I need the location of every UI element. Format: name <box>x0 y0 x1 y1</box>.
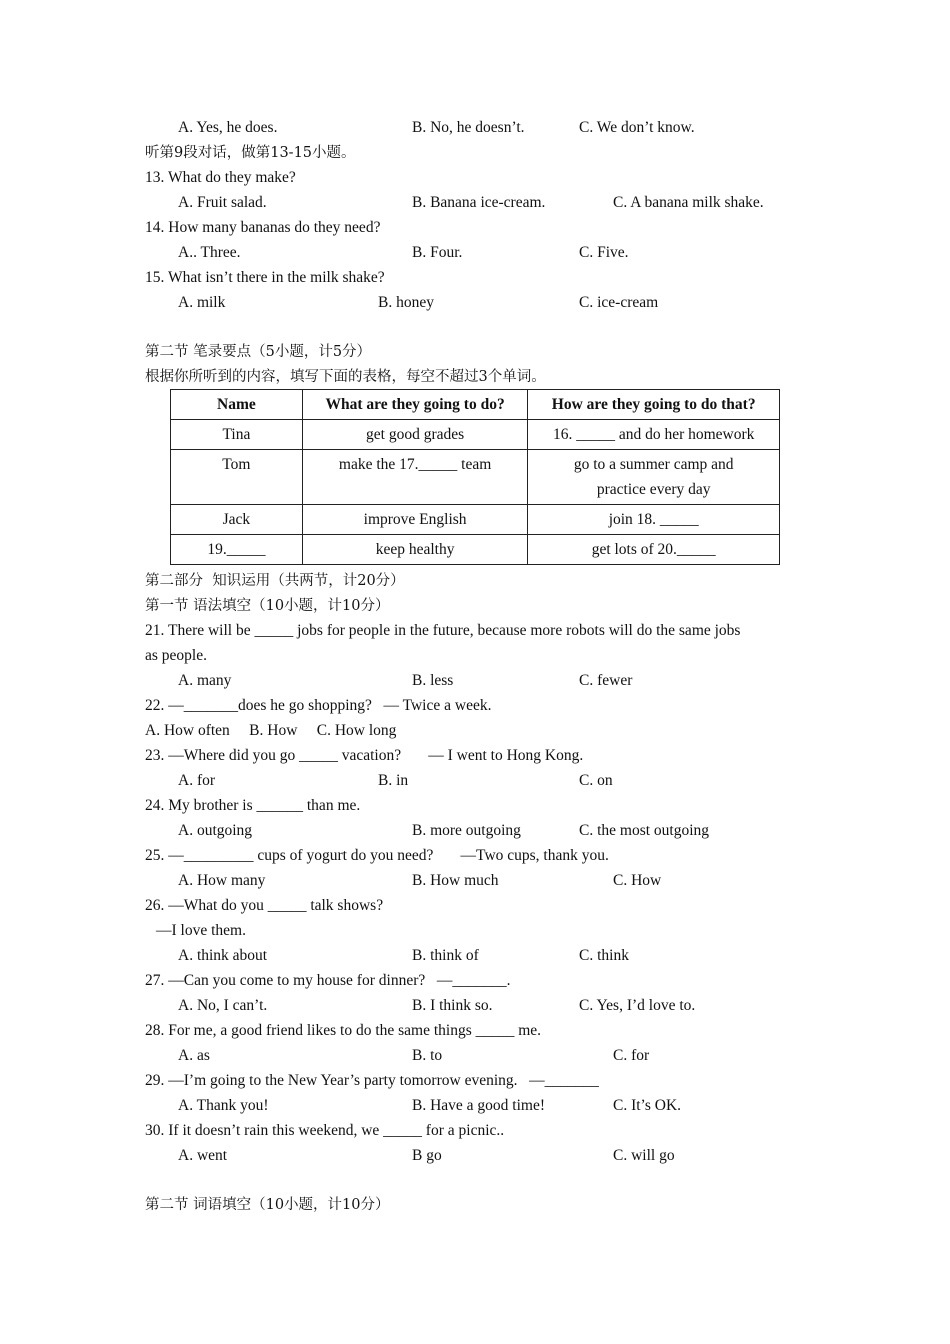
table-cell: 19._____ <box>171 535 303 565</box>
q23-option-b: B. in <box>378 772 409 789</box>
part2-section1-title: 第一节 语法填空（10小题，计10分） <box>145 598 390 614</box>
table-cell: 16. _____ and do her homework <box>528 420 780 450</box>
q30-stem: 30. If it doesn’t rain this weekend, we _____ for a picnic.. <box>145 1122 505 1139</box>
table-cell: go to a summer camp and practice every day <box>528 450 780 505</box>
q29-stem: 29. —I’m going to the New Year’s party tomorrow evening. —_______ <box>145 1072 599 1089</box>
q22-options: A. How often B. How C. How long <box>145 722 397 739</box>
q14-option-b: B. Four. <box>412 244 463 261</box>
table-row <box>171 535 780 565</box>
table-cell: Tina <box>171 420 303 450</box>
q27-stem: 27. —Can you come to my house for dinner? —_______. <box>145 972 511 989</box>
table-header-row <box>171 390 780 420</box>
table-cell: Tom <box>171 450 303 505</box>
q24-option-b: B. more outgoing <box>412 822 521 839</box>
table-header-cell: What are they going to do? <box>302 390 528 420</box>
q25-option-b: B. How much <box>412 872 499 889</box>
q29-option-a: A. Thank you! <box>178 1097 269 1114</box>
q21-option-b: B. less <box>412 672 454 689</box>
table-header-cell: Name <box>171 390 303 420</box>
part2-title: 第二部分 知识运用（共两节，计20分） <box>145 573 405 589</box>
q28-option-b: B. to <box>412 1047 443 1064</box>
table-header-cell: How are they going to do that? <box>528 390 780 420</box>
q27-option-b: B. I think so. <box>412 997 493 1014</box>
section2-instruction: 根据你所听到的内容，填写下面的表格，每空不超过3个单词。 <box>145 369 546 385</box>
q30-option-a: A. went <box>178 1147 228 1164</box>
q21-stem-continued: as people. <box>145 647 207 664</box>
q29-option-c: C. It’s OK. <box>613 1097 682 1114</box>
table-cell: join 18. _____ <box>528 505 780 535</box>
q12-option-c: C. We don’t know. <box>579 119 695 136</box>
notes-table <box>170 389 780 565</box>
q26-reply: —I love them. <box>156 922 246 939</box>
table-row <box>171 450 780 505</box>
q14-option-a: A.. Three. <box>178 244 241 261</box>
q12-option-b: B. No, he doesn’t. <box>412 119 525 136</box>
q28-stem: 28. For me, a good friend likes to do the same things _____ me. <box>145 1022 542 1039</box>
table-row <box>171 420 780 450</box>
q23-option-a: A. for <box>178 772 216 789</box>
q22-stem: 22. —_______does he go shopping? — Twice a week. <box>145 697 492 714</box>
q24-option-a: A. outgoing <box>178 822 253 839</box>
table-row <box>171 505 780 535</box>
q15-option-c: C. ice-cream <box>579 294 659 311</box>
q26-option-b: B. think of <box>412 947 479 964</box>
q14-option-c: C. Five. <box>579 244 629 261</box>
q14-stem: 14. How many bananas do they need? <box>145 219 381 236</box>
q13-stem: 13. What do they make? <box>145 169 296 186</box>
q28-option-c: C. for <box>613 1047 650 1064</box>
q26-option-c: C. think <box>579 947 629 964</box>
part2-section2-title: 第二节 词语填空（10小题，计10分） <box>145 1197 390 1213</box>
q30-option-b: B go <box>412 1147 442 1164</box>
table-cell: get good grades <box>302 420 528 450</box>
q23-stem: 23. —Where did you go _____ vacation? — I went to Hong Kong. <box>145 747 584 764</box>
q30-option-c: C. will go <box>613 1147 675 1164</box>
dialog9-instruction: 听第9段对话，做第13-15小题。 <box>145 145 356 161</box>
q21-stem: 21. There will be _____ jobs for people in the future, because more robots will do the same jobs <box>145 622 741 639</box>
table-cell: Jack <box>171 505 303 535</box>
q25-option-a: A. How many <box>178 872 266 889</box>
table-cell: make the 17._____ team <box>302 450 528 505</box>
q27-option-c: C. Yes, I’d love to. <box>579 997 696 1014</box>
q21-option-c: C. fewer <box>579 672 633 689</box>
q15-option-a: A. milk <box>178 294 226 311</box>
section2-title: 第二节 笔录要点（5小题，计5分） <box>145 344 372 360</box>
table-cell: improve English <box>302 505 528 535</box>
q29-option-b: B. Have a good time! <box>412 1097 546 1114</box>
q26-option-a: A. think about <box>178 947 268 964</box>
q24-stem: 24. My brother is ______ than me. <box>145 797 361 814</box>
q12-option-a: A. Yes, he does. <box>178 119 278 136</box>
q15-stem: 15. What isn’t there in the milk shake? <box>145 269 385 286</box>
q13-option-c: C. A banana milk shake. <box>613 194 764 211</box>
q25-option-c: C. How <box>613 872 662 889</box>
q28-option-a: A. as <box>178 1047 210 1064</box>
q13-option-b: B. Banana ice-cream. <box>412 194 546 211</box>
q25-stem: 25. —_________ cups of yogurt do you need? —Two cups, thank you. <box>145 847 609 864</box>
q21-option-a: A. many <box>178 672 232 689</box>
q13-option-a: A. Fruit salad. <box>178 194 267 211</box>
table-cell: get lots of 20._____ <box>528 535 780 565</box>
table-cell: keep healthy <box>302 535 528 565</box>
q27-option-a: A. No, I can’t. <box>178 997 268 1014</box>
q26-stem: 26. —What do you _____ talk shows? <box>145 897 384 914</box>
q24-option-c: C. the most outgoing <box>579 822 710 839</box>
q23-option-c: C. on <box>579 772 613 789</box>
q15-option-b: B. honey <box>378 294 434 311</box>
